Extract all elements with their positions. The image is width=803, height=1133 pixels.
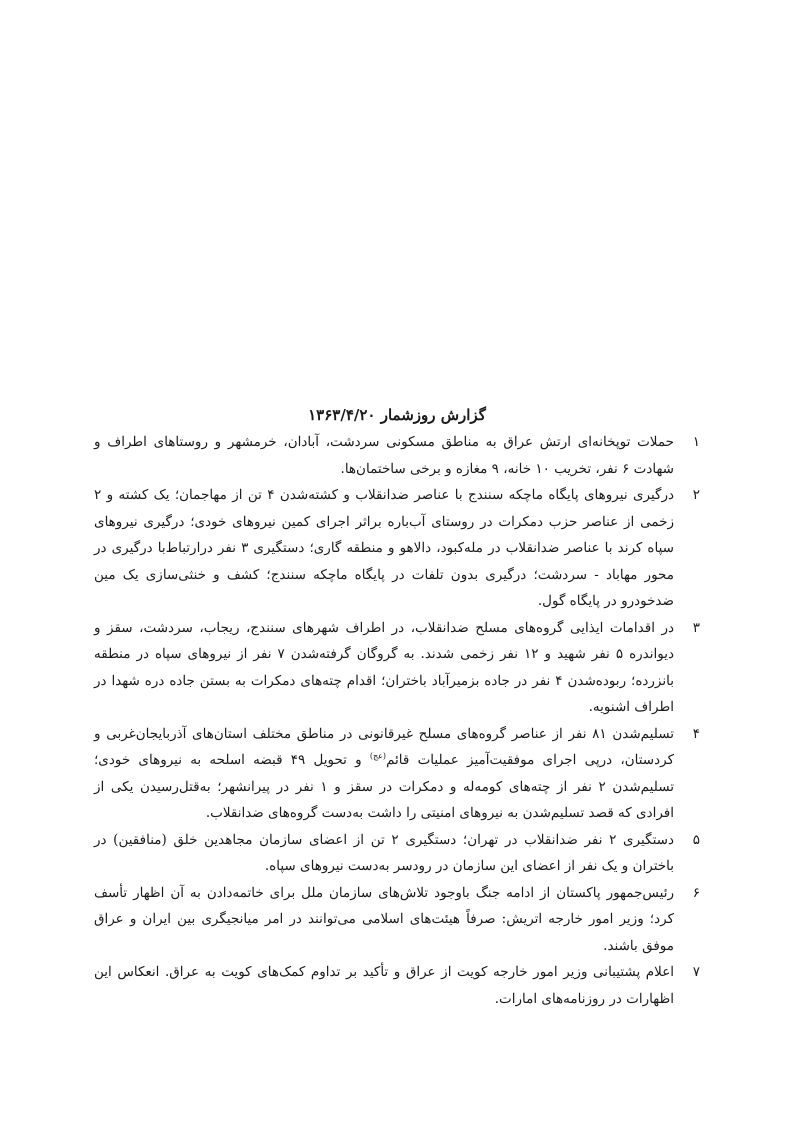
list-item [94,880,700,960]
report-title: گزارش روزشمار ۱۳۶۳/۴/۲۰ [308,406,486,424]
item-number: ۴ [692,725,700,742]
item-text-part: تسلیم‌شدن ۸۱ نفر از عناصر گروه‌های مسلح غیرقانونی در مناطق مختلف استان‌های آذربایجان‌غربی و کردستان، درپی اجرای موفقیت‌آمیز عملیات قائم [94,725,675,768]
item-number: ۶ [692,884,700,901]
item-text [94,721,674,827]
item-number: ۱ [692,434,700,450]
item-text: درگیری نیروهای پایگاه ماچکه سنندج با عناصر ضدانقلاب و کشته‌شدن ۴ تن از مهاجمان؛ یک کشته و ۲ زخمی از عناصر حزب دمکرات در روستای آب‌باره براثر اجرای کمین نیروهای خودی؛ درگیری نیروهای سپاه کرند با عناصر ضدانقلاب در مله‌کبود، دالاهو و منطقه گاری؛ دستگیری ۳ نفر درارتباط‌با درگیری در محور مهاباد - سردشت؛ درگیری بدون تلفات در پایگاه ماچکه سنندج؛ کشف و خنثی‌سازی یک مین ضدخودرو در پایگاه گول. [94,487,674,609]
list-item [94,429,700,482]
item-number: ۳ [692,619,700,636]
list-item [94,615,700,721]
honorific-superscript: (عج) [369,751,387,761]
report-page [94,402,700,1012]
list-item [94,959,700,1012]
item-text: رئیس‌جمهور پاکستان از ادامه جنگ باوجود تلاش‌های سازمان ملل برای خاتمه‌دادن به آن اظهار تأسف کرد؛ وزیر امور خارجه اتریش: صرفاً هیئت‌های اسلامی می‌توانند در امر میانجیگری بین ایران و عراق موفق باشند. [94,884,674,954]
item-text-part: و تحویل ۴۹ قبضه اسلحه به نیروهای خودی؛ تسلیم‌شدن ۲ نفر از چته‌های کومه‌له و دمکرات در سقز و ۱ نفر در پیرانشهر؛ به‌قتل‌رسیدن یکی از افرادی که قصد تسلیم‌شدن به نیروهای امنیتی را داشت به‌دست گروه‌های ضدانقلاب. [94,752,674,821]
list-item [94,721,700,827]
item-text: حملات توپخانه‌ای ارتش عراق به مناطق مسکونی سردشت، آبادان، خرمشهر و روستاهای اطراف و شهادت ۶ نفر، تخریب ۱۰ خانه، ۹ مغازه و برخی ساختمان‌ها. [94,434,674,477]
list-item [94,482,700,615]
item-number: ۲ [692,487,700,503]
item-text: اعلام پشتیبانی وزیر امور خارجه کویت از عراق و تأکید بر تداوم کمک‌های کویت به عراق. انعکاس این اظهارات در روزنامه‌های امارات. [94,964,674,1007]
item-text: دستگیری ۲ نفر ضدانقلاب در تهران؛ دستگیری ۲ تن از اعضای سازمان مجاهدین خلق (منافقین) در باختران و یک نفر از اعضای این سازمان در رودسر به‌دست نیروهای سپاه. [94,831,674,874]
item-text: در اقدامات ایذایی گروه‌های مسلح ضدانقلاب، در اطراف شهرهای سنندج، ریجاب، سردشت، سقز و دیواندره ۵ نفر شهید و ۱۲ نفر زخمی شدند. به گروگان گرفته‌شدن ۷ نفر از نیروهای سپاه در منطقه بانزرده؛ ربوده‌شدن ۴ نفر در جاده بزمیرآباد باختران؛ اقدام چته‌های دمکرات به بستن جاده دره شهدا در اطراف اشنویه. [94,619,675,715]
item-number: ۷ [692,964,700,980]
list-item [94,827,700,880]
item-number: ۵ [692,831,700,848]
